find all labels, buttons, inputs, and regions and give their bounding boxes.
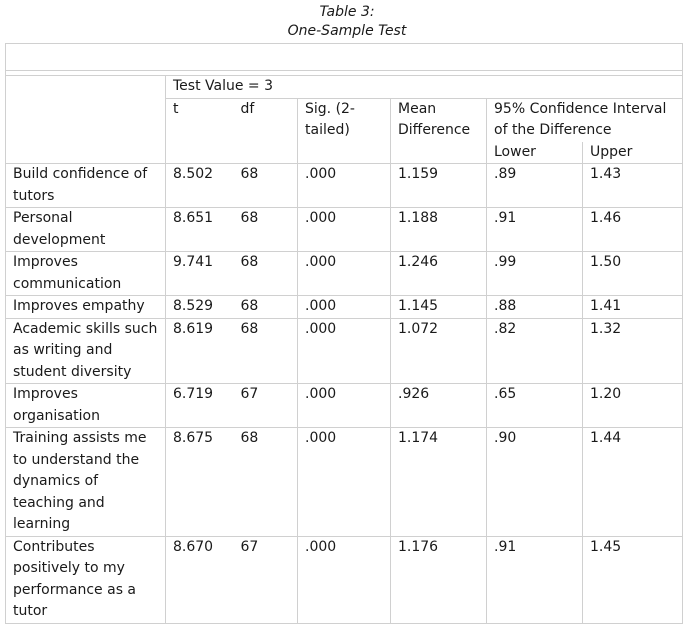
table-row — [6, 208, 683, 252]
cell-lower: .99 — [487, 252, 583, 296]
stub-header-cell — [6, 76, 166, 164]
cell-sig: .000 — [298, 164, 391, 208]
cell-mean-diff: 1.174 — [391, 428, 487, 537]
row-label-cell: Training assists me to understand the dynamics of teaching and learning — [6, 428, 166, 537]
cell-sig: .000 — [298, 208, 391, 252]
cell-t: 9.741 — [166, 252, 234, 296]
cell-upper: 1.41 — [583, 296, 683, 319]
col-header-mean-difference: Mean Difference — [391, 98, 487, 164]
cell-mean-diff: 1.246 — [391, 252, 487, 296]
cell-lower: .82 — [487, 318, 583, 384]
col-header-lower: Lower — [487, 142, 583, 164]
cell-upper: 1.44 — [583, 428, 683, 537]
cell-lower: .89 — [487, 164, 583, 208]
cell-upper: 1.50 — [583, 252, 683, 296]
cell-df: 68 — [234, 296, 298, 319]
cell-t: 8.675 — [166, 428, 234, 537]
table-row — [6, 164, 683, 208]
cell-mean-diff: 1.145 — [391, 296, 487, 319]
cell-mean-diff: 1.072 — [391, 318, 487, 384]
cell-t: 8.502 — [166, 164, 234, 208]
row-label-cell: Build confidence of tutors — [6, 164, 166, 208]
row-label-cell: Improves organisation — [6, 384, 166, 428]
cell-mean-diff: .926 — [391, 384, 487, 428]
col-header-t: t — [166, 98, 234, 164]
cell-upper: 1.43 — [583, 164, 683, 208]
cell-mean-diff: 1.159 — [391, 164, 487, 208]
table-body — [6, 164, 683, 624]
row-label-cell: Academic skills such as writing and student diversity — [6, 318, 166, 384]
cell-upper: 1.32 — [583, 318, 683, 384]
cell-t: 8.670 — [166, 536, 234, 623]
cell-lower: .90 — [487, 428, 583, 537]
table-row — [6, 428, 683, 537]
cell-t: 8.619 — [166, 318, 234, 384]
cell-sig: .000 — [298, 384, 391, 428]
table-row — [6, 384, 683, 428]
cell-sig: .000 — [298, 296, 391, 319]
one-sample-test-table — [5, 43, 683, 624]
col-header-sig: Sig. (2-tailed) — [298, 98, 391, 164]
cell-lower: .65 — [487, 384, 583, 428]
row-label-cell: Personal development — [6, 208, 166, 252]
cell-lower: .91 — [487, 208, 583, 252]
cell-sig: .000 — [298, 536, 391, 623]
col-header-confidence-interval: 95% Confidence Interval of the Difference — [487, 98, 683, 142]
table-row — [6, 536, 683, 623]
row-label-cell: Improves communication — [6, 252, 166, 296]
table-blank-header-row — [6, 44, 683, 71]
cell-df: 68 — [234, 252, 298, 296]
cell-lower: .91 — [487, 536, 583, 623]
test-value-cell: Test Value = 3 — [166, 76, 683, 99]
cell-mean-diff: 1.176 — [391, 536, 487, 623]
cell-sig: .000 — [298, 318, 391, 384]
table-row — [6, 296, 683, 319]
test-value-row — [6, 76, 683, 99]
col-header-upper: Upper — [583, 142, 683, 164]
cell-t: 8.651 — [166, 208, 234, 252]
row-label-cell: Improves empathy — [6, 296, 166, 319]
cell-df: 68 — [234, 318, 298, 384]
table-caption-number: Table 3: — [319, 4, 375, 20]
cell-df: 68 — [234, 208, 298, 252]
cell-upper: 1.45 — [583, 536, 683, 623]
cell-upper: 1.20 — [583, 384, 683, 428]
row-label-cell: Contributes positively to my performance as a tutor — [6, 536, 166, 623]
cell-lower: .88 — [487, 296, 583, 319]
cell-t: 8.529 — [166, 296, 234, 319]
cell-sig: .000 — [298, 428, 391, 537]
cell-df: 67 — [234, 536, 298, 623]
table-row — [6, 318, 683, 384]
cell-df: 67 — [234, 384, 298, 428]
blank-header-cell — [6, 44, 683, 71]
table-caption-title: One-Sample Test — [287, 23, 407, 39]
cell-mean-diff: 1.188 — [391, 208, 487, 252]
cell-df: 68 — [234, 428, 298, 537]
col-header-df: df — [234, 98, 298, 164]
cell-sig: .000 — [298, 252, 391, 296]
cell-df: 68 — [234, 164, 298, 208]
table-row — [6, 252, 683, 296]
cell-t: 6.719 — [166, 384, 234, 428]
cell-upper: 1.46 — [583, 208, 683, 252]
